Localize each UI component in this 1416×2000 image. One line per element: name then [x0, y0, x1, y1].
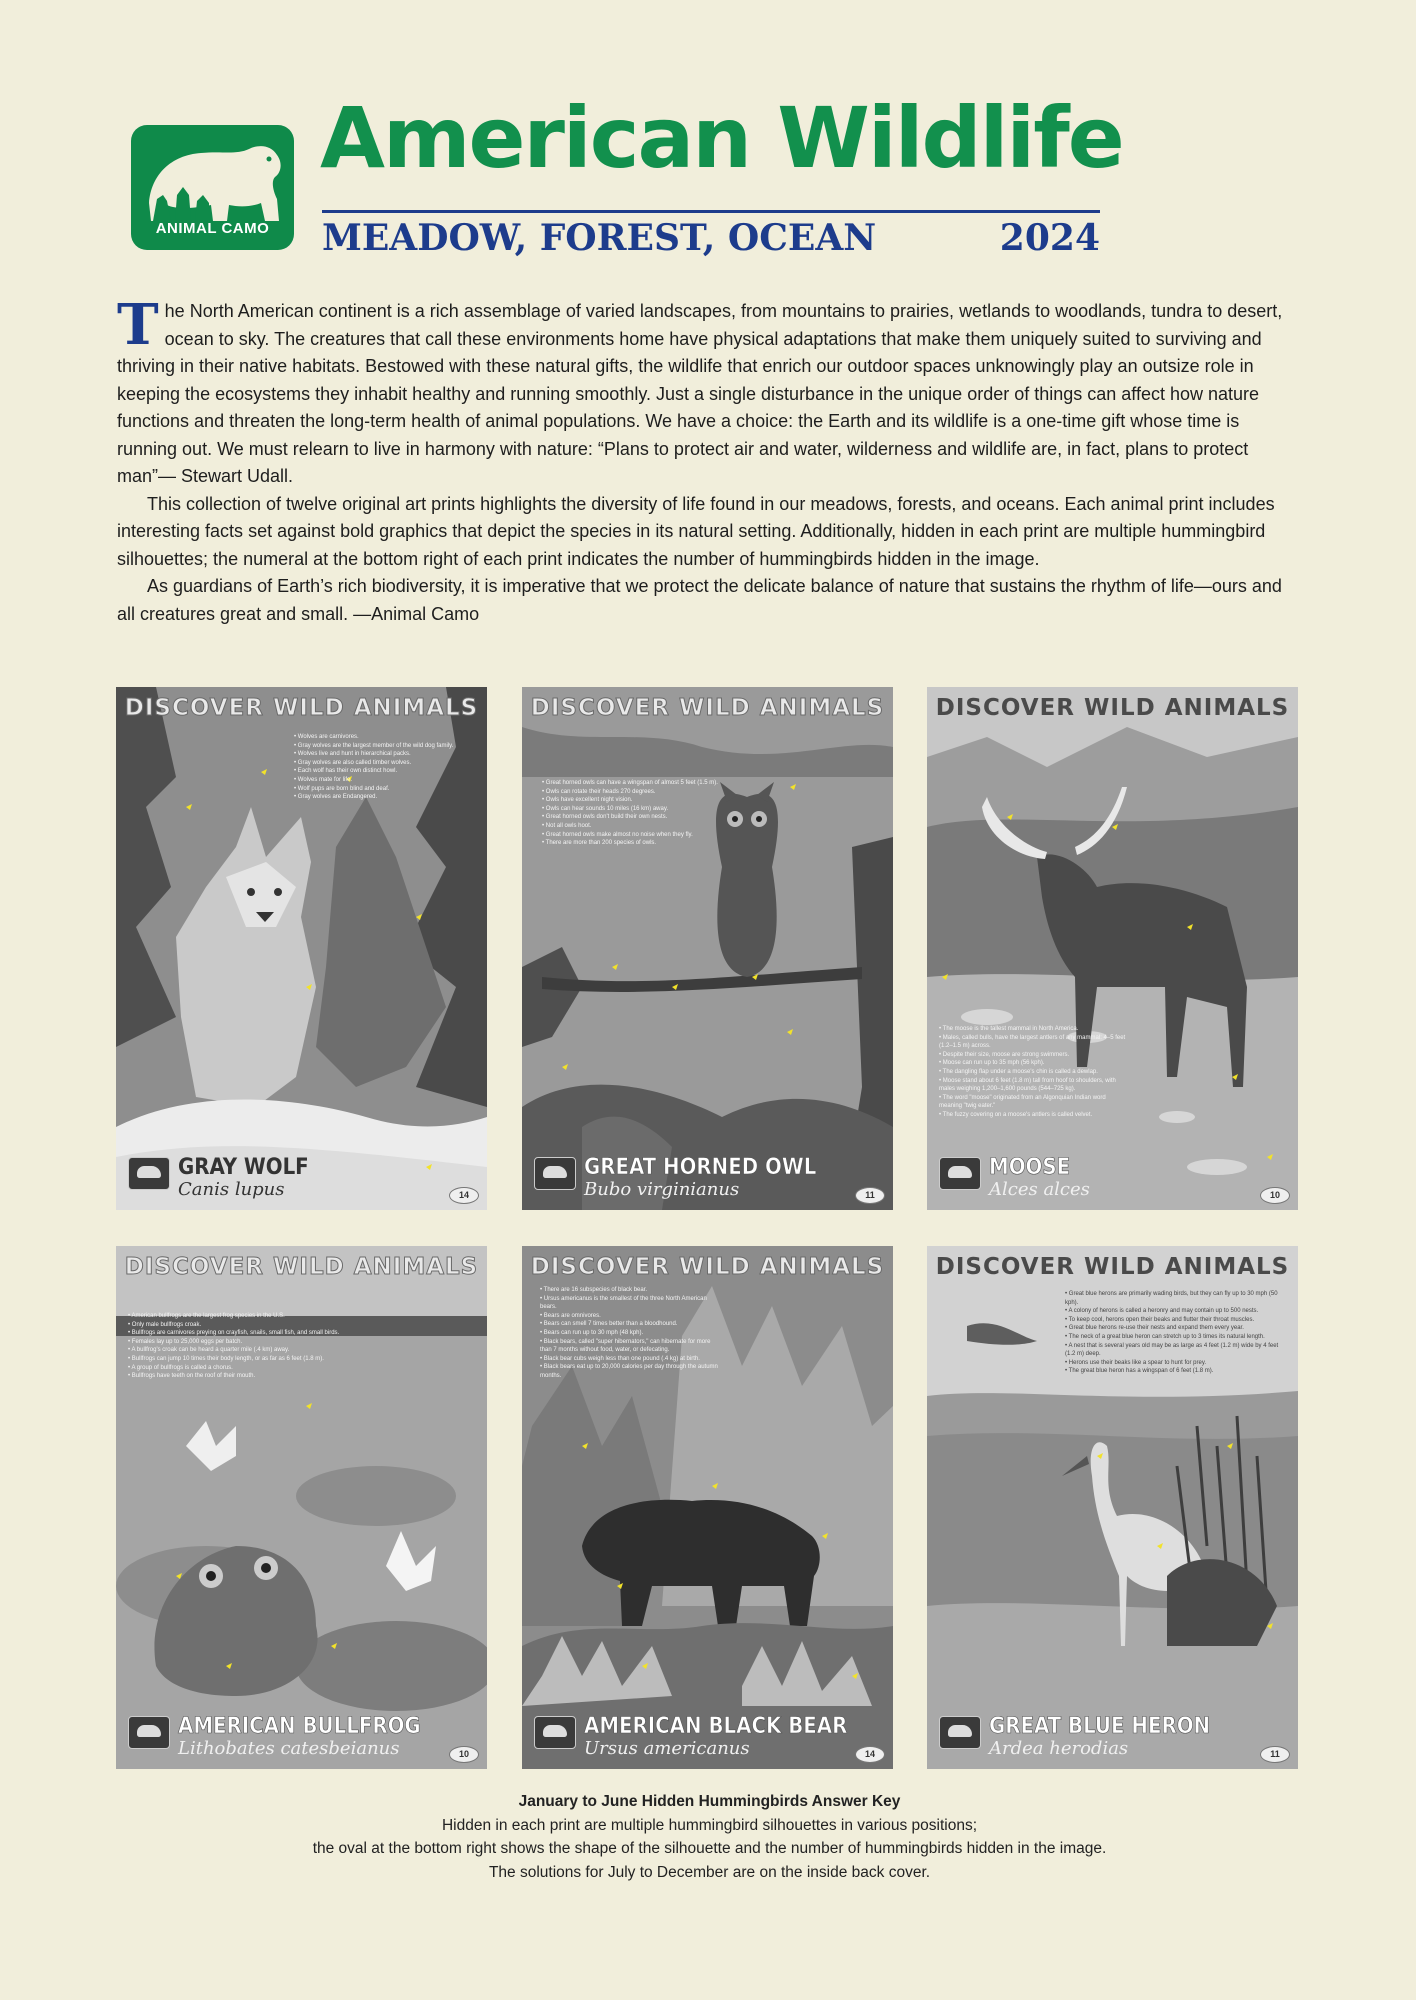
fact-item: • Great horned owls don't build their own nests.: [542, 813, 742, 822]
latin-name: Ursus americanus: [584, 1738, 750, 1759]
fact-item: • Bears can smell 7 times better than a bloodhound.: [540, 1320, 720, 1329]
owl-illustration: [522, 687, 893, 1210]
fact-list: [128, 1312, 408, 1381]
drop-cap: T: [117, 292, 159, 358]
print-american-bullfrog: [116, 1246, 487, 1769]
fact-list: [542, 779, 742, 848]
fact-item: • Wolves mate for life.: [294, 776, 464, 785]
fact-item: • Great blue herons re-use their nests and expand them every year.: [1065, 1324, 1280, 1333]
animal-camo-logo: [131, 125, 294, 250]
answer-key-line-2: the oval at the bottom right shows the shape of the silhouette and the number of hummingbirds hidden in the image.: [312, 1840, 1107, 1857]
hummingbird-count-badge: 10: [449, 1746, 479, 1763]
latin-name: Alces alces: [989, 1179, 1090, 1200]
subtitle-text: MEADOW, FOREST, OCEAN: [322, 217, 877, 259]
latin-name: Lithobates catesbeianus: [178, 1738, 400, 1759]
fact-item: • The word "moose" originated from an Algonquian Indian word meaning "twig eater.": [939, 1094, 1129, 1111]
fact-item: • Owls have excellent night vision.: [542, 796, 742, 805]
moose-illustration: [927, 687, 1298, 1210]
intro-paragraph-3: As guardians of Earth’s rich biodiversity, it is imperative that we protect the delicate balance of nature that sustains the rhythm of life—ours and all creatures great and small. —Animal Camo: [117, 576, 1282, 624]
fact-item: • Not all owls hoot.: [542, 822, 742, 831]
fact-item: • Black bears eat up to 20,000 calories per day through the autumn months.: [540, 1363, 720, 1380]
fact-item: • Wolves are carnivores.: [294, 733, 464, 742]
hummingbird-count-badge: 10: [1260, 1187, 1290, 1204]
species-name: [178, 1156, 447, 1200]
common-name: GRAY WOLF: [178, 1155, 309, 1180]
fact-item: • Wolves live and hunt in hierarchical packs.: [294, 750, 464, 759]
fact-item: • The great blue heron has a wingspan of 6 feet (1.8 m).: [1065, 1367, 1280, 1376]
fact-item: • To keep cool, herons open their beaks and flutter their throat muscles.: [1065, 1316, 1280, 1325]
fact-item: • Black bears, called "super hibernators," can hibernate for more than 7 months without food, water, or defecating.: [540, 1338, 720, 1355]
fact-item: • Black bear cubs weigh less than one pound (.4 kg) at birth.: [540, 1355, 720, 1364]
animal-camo-mini-logo: [534, 1716, 576, 1749]
fact-list: [1065, 1290, 1280, 1376]
fact-item: • A group of bullfrogs is called a chorus.: [128, 1364, 408, 1373]
title-divider: [322, 210, 1100, 213]
hummingbird-count-badge: 14: [449, 1187, 479, 1204]
fact-item: • Bullfrogs can jump 10 times their body length, or as far as 6 feet (1.8 m).: [128, 1355, 408, 1364]
fact-item: • Bears can run up to 30 mph (48 kph).: [540, 1329, 720, 1338]
fact-item: • Gray wolves are also called timber wolves.: [294, 759, 464, 768]
hummingbird-count-badge: 11: [855, 1187, 885, 1204]
fact-item: • Bears are omnivores.: [540, 1312, 720, 1321]
species-name: [584, 1715, 853, 1759]
fact-item: • Great blue herons are primarily wading birds, but they can fly up to 30 mph (50 kph).: [1065, 1290, 1280, 1307]
answer-key-title: January to June Hidden Hummingbirds Answer Key: [518, 1793, 901, 1810]
common-name: GREAT HORNED OWL: [584, 1155, 817, 1180]
fact-item: • A nest that is several years old may be as large as 4 feet (1.2 m) wide by 4 feet (1.2 m) deep.: [1065, 1342, 1280, 1359]
print-great-horned-owl: [522, 687, 893, 1210]
answer-key-line-3: The solutions for July to December are on the inside back cover.: [488, 1863, 931, 1881]
fact-item: • Only male bullfrogs croak.: [128, 1321, 408, 1330]
print-heading: DISCOVER WILD ANIMALS: [935, 695, 1290, 721]
fact-item: • There are 16 subspecies of black bear.: [540, 1286, 720, 1295]
print-american-black-bear: [522, 1246, 893, 1769]
intro-paragraph-1: [117, 292, 1302, 491]
logo-text: ANIMAL CAMO: [155, 220, 270, 237]
fact-item: • Bullfrogs are carnivores preying on crayfish, snails, small fish, and small birds.: [128, 1329, 408, 1338]
print-heading: DISCOVER WILD ANIMALS: [530, 1254, 885, 1280]
intro-text: [117, 292, 1302, 628]
fact-item: • Owls can hear sounds 10 miles (16 km) away.: [542, 805, 742, 814]
page-subtitle: [322, 217, 1100, 259]
latin-name: Bubo virginianus: [584, 1179, 740, 1200]
fact-item: • Each wolf has their own distinct howl.: [294, 767, 464, 776]
print-great-blue-heron: [927, 1246, 1298, 1769]
species-name: [178, 1715, 447, 1759]
print-heading: DISCOVER WILD ANIMALS: [124, 1254, 479, 1280]
fact-item: • Gray wolves are the largest member of the wild dog family.: [294, 742, 464, 751]
fact-list: [540, 1286, 720, 1381]
fact-item: • Wolf pups are born blind and deaf.: [294, 785, 464, 794]
fact-item: • Great horned owls can have a wingspan of almost 5 feet (1.5 m).: [542, 779, 742, 788]
fact-item: • Owls can rotate their heads 270 degrees.: [542, 788, 742, 797]
fact-item: • Females lay up to 25,000 eggs per batch.: [128, 1338, 408, 1347]
print-heading: DISCOVER WILD ANIMALS: [124, 695, 479, 721]
fact-item: • The dangling flap under a moose's chin is called a dewlap.: [939, 1068, 1129, 1077]
species-name: [989, 1156, 1258, 1200]
fact-item: • Herons use their beaks like a spear to hunt for prey.: [1065, 1359, 1280, 1368]
animal-camo-mini-logo: [534, 1157, 576, 1190]
year-label: 2024: [999, 217, 1100, 259]
animal-camo-mini-logo: [939, 1157, 981, 1190]
print-heading: DISCOVER WILD ANIMALS: [935, 1254, 1290, 1280]
common-name: MOOSE: [989, 1155, 1071, 1180]
common-name: AMERICAN BULLFROG: [178, 1714, 421, 1739]
fact-item: • A colony of herons is called a heronry and may contain up to 500 nests.: [1065, 1307, 1280, 1316]
fact-item: • Despite their size, moose are strong swimmers.: [939, 1051, 1129, 1060]
latin-name: Canis lupus: [178, 1179, 285, 1200]
print-gray-wolf: [116, 687, 487, 1210]
fact-item: • Moose stand about 6 feet (1.8 m) tall from hoof to shoulders, with males weighing 1,200–1,600 pounds (544–725 kg).: [939, 1077, 1129, 1094]
fact-item: • American bullfrogs are the largest frog species in the U.S.: [128, 1312, 408, 1321]
fact-item: • The neck of a great blue heron can stretch up to 3 times its natural length.: [1065, 1333, 1280, 1342]
fact-item: • Moose can run up to 35 mph (56 kph).: [939, 1059, 1129, 1068]
fact-item: • A bullfrog's croak can be heard a quarter mile (.4 km) away.: [128, 1346, 408, 1355]
animal-camo-mini-logo: [128, 1716, 170, 1749]
intro-p1-text: he North American continent is a rich assemblage of varied landscapes, from mountains to prairies, wetlands to woodlands, tundra to desert, ocean to sky. The creatures that call these environments home have physical adaptations that make them uniquely suited to surviving and thriving in their native habitats. Bestowed with these natural gifts, the wildlife that enrich our outdoor spaces unknowingly play an outsize role in keeping the ecosystems they inhabit healthy and running smoothly. Just a single disturbance in the unique order of things can affect how nature functions and threaten the long-term health of animal populations. We have a choice: the Earth and its wildlife is a one-time gift whose time is running out. We must relearn to live in harmony with nature: “Plans to protect air and water, wilderness and wildlife are, in fact, plans to protect man”— Stewart Udall.: [117, 301, 1283, 486]
latin-name: Ardea herodias: [989, 1738, 1129, 1759]
fact-item: • Great horned owls make almost no noise when they fly.: [542, 831, 742, 840]
answer-key-line-1: Hidden in each print are multiple hummingbird silhouettes in various positions;: [441, 1816, 978, 1834]
fact-item: • Gray wolves are Endangered.: [294, 793, 464, 802]
fact-item: • Ursus americanus is the smallest of the three North American bears.: [540, 1295, 720, 1312]
fact-list: [939, 1025, 1129, 1120]
species-name: [584, 1156, 853, 1200]
answer-key: [117, 1790, 1302, 1884]
fact-item: • The fuzzy covering on a moose's antlers is called velvet.: [939, 1111, 1129, 1120]
hummingbird-count-badge: 14: [855, 1746, 885, 1763]
fact-item: • Males, called bulls, have the largest antlers of any mammal: 4–5 feet (1.2–1.5 m) across.: [939, 1034, 1129, 1051]
print-moose: [927, 687, 1298, 1210]
common-name: GREAT BLUE HERON: [989, 1714, 1211, 1739]
animal-camo-mini-logo: [939, 1716, 981, 1749]
fact-item: • The moose is the tallest mammal in North America.: [939, 1025, 1129, 1034]
fact-item: • Bullfrogs have teeth on the roof of their mouth.: [128, 1372, 408, 1381]
intro-paragraph-2: This collection of twelve original art prints highlights the diversity of life found in our meadows, forests, and oceans. Each animal print includes interesting facts set against bold graphics that depict the species in its natural setting. Additionally, hidden in each print are multiple hummingbird silhouettes; the numeral at the bottom right of each print indicates the number of hummingbirds hidden in the image.: [117, 493, 1275, 569]
fact-list: [294, 733, 464, 802]
animal-camo-mini-logo: [128, 1157, 170, 1190]
fact-item: • There are more than 200 species of owls.: [542, 839, 742, 848]
common-name: AMERICAN BLACK BEAR: [584, 1714, 848, 1739]
hummingbird-count-badge: 11: [1260, 1746, 1290, 1763]
species-name: [989, 1715, 1258, 1759]
print-heading: DISCOVER WILD ANIMALS: [530, 695, 885, 721]
page-title: American Wildlife: [320, 89, 1123, 187]
